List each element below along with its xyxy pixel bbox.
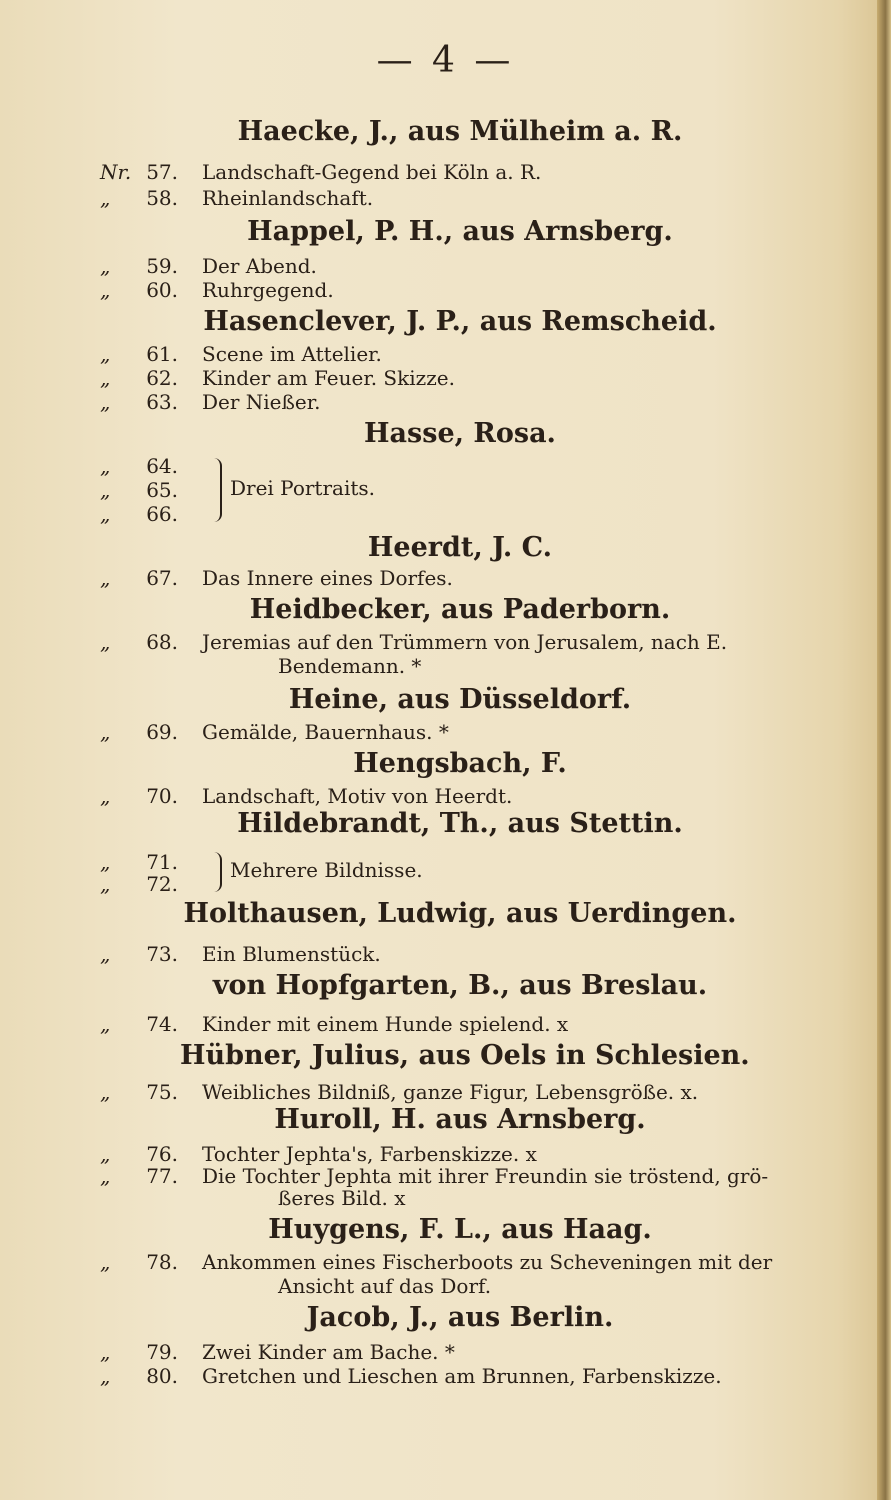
entry-mark: „ bbox=[100, 366, 111, 390]
entry-number: 61. bbox=[146, 342, 178, 366]
entry-number: 76. bbox=[146, 1142, 178, 1166]
artist-heading: Heidbecker, aus Paderborn. bbox=[249, 594, 671, 625]
catalog-entry bbox=[100, 630, 820, 654]
entry-mark: „ bbox=[100, 784, 111, 808]
entry-title: Die Tochter Jephta mit ihrer Freundin sie tröstend, grö- bbox=[202, 1164, 769, 1188]
group-brace bbox=[212, 852, 222, 892]
entry-title: Das Innere eines Dorfes. bbox=[202, 566, 453, 590]
catalog-entry bbox=[100, 278, 820, 302]
entry-mark: „ bbox=[100, 342, 111, 366]
entry-mark: „ bbox=[100, 186, 111, 210]
entry-number: 78. bbox=[146, 1250, 178, 1274]
artist-heading: Jacob, J., aus Berlin. bbox=[306, 1302, 614, 1333]
artist-heading: Huroll, H. aus Arnsberg. bbox=[274, 1104, 646, 1135]
catalog-entry bbox=[100, 1340, 820, 1364]
catalog-entry bbox=[100, 160, 820, 184]
entry-title: Jeremias auf den Trümmern von Jerusalem, nach E. bbox=[202, 630, 728, 654]
artist-heading: von Hopfgarten, B., aus Breslau. bbox=[212, 970, 708, 1001]
artist-heading: Holthausen, Ludwig, aus Uerdingen. bbox=[183, 898, 737, 929]
entry-mark: „ bbox=[100, 390, 111, 414]
entry-title: Gemälde, Bauernhaus. * bbox=[202, 720, 449, 744]
entry-title: Kinder am Feuer. Skizze. bbox=[202, 366, 455, 390]
catalog-entry bbox=[100, 1142, 820, 1166]
catalog-entry bbox=[100, 342, 820, 366]
artist-heading: Hildebrandt, Th., aus Stettin. bbox=[237, 808, 683, 839]
entry-continuation: Ansicht auf das Dorf. bbox=[278, 1274, 492, 1298]
entry-title: Ankommen eines Fischerboots zu Scheveningen mit der bbox=[202, 1250, 773, 1274]
entry-mark: „ bbox=[100, 942, 111, 966]
entry-title: Scene im Attelier. bbox=[202, 342, 382, 366]
entry-number: 72. bbox=[146, 872, 178, 896]
entry-title: Ein Blumenstück. bbox=[202, 942, 381, 966]
group-brace bbox=[212, 458, 222, 522]
artist-heading: Hengsbach, F. bbox=[353, 748, 567, 779]
entry-continuation: ßeres Bild. x bbox=[278, 1186, 406, 1210]
page-edge bbox=[877, 0, 891, 1500]
entry-title: Landschaft, Motiv von Heerdt. bbox=[202, 784, 513, 808]
entry-mark: „ bbox=[100, 278, 111, 302]
catalog-entry bbox=[100, 254, 820, 278]
artist-heading: Heine, aus Düsseldorf. bbox=[288, 684, 632, 715]
entry-number: 64. bbox=[146, 454, 178, 478]
entry-title: Rheinlandschaft. bbox=[202, 186, 374, 210]
artist-heading: Heerdt, J. C. bbox=[367, 532, 553, 563]
entry-number: 69. bbox=[146, 720, 178, 744]
entry-number: 71. bbox=[146, 850, 178, 874]
artist-heading: Hübner, Julius, aus Oels in Schlesien. bbox=[180, 1040, 750, 1071]
entry-number: 75. bbox=[146, 1080, 178, 1104]
entry-mark: „ bbox=[100, 502, 111, 526]
entry-number: 73. bbox=[146, 942, 178, 966]
entry-mark: „ bbox=[100, 872, 111, 896]
entry-mark: „ bbox=[100, 1080, 111, 1104]
catalog-entry bbox=[100, 566, 820, 590]
entry-mark: „ bbox=[100, 566, 111, 590]
entry-mark: „ bbox=[100, 1164, 111, 1188]
entry-title: Der Nießer. bbox=[202, 390, 321, 414]
entry-title: Kinder mit einem Hunde spielend. x bbox=[202, 1012, 569, 1036]
entry-title: Zwei Kinder am Bache. * bbox=[202, 1340, 455, 1364]
catalog-entry bbox=[100, 1164, 820, 1188]
entry-mark: „ bbox=[100, 720, 111, 744]
catalog-entry bbox=[100, 784, 820, 808]
entry-mark: „ bbox=[100, 630, 111, 654]
entry-mark: „ bbox=[100, 454, 111, 478]
entry-mark: „ bbox=[100, 478, 111, 502]
catalog-entry bbox=[100, 478, 820, 502]
entry-number: 60. bbox=[146, 278, 178, 302]
entry-mark: Nr. bbox=[100, 160, 132, 184]
entry-title: Gretchen und Lieschen am Brunnen, Farbenskizze. bbox=[202, 1364, 722, 1388]
catalog-entry bbox=[100, 366, 820, 390]
artist-heading: Hasenclever, J. P., aus Remscheid. bbox=[203, 306, 717, 337]
entry-continuation: Bendemann. * bbox=[278, 654, 422, 678]
catalog-entry bbox=[100, 454, 820, 478]
group-title: Mehrere Bildnisse. bbox=[230, 858, 423, 882]
catalog-entry bbox=[100, 186, 820, 210]
entry-number: 80. bbox=[146, 1364, 178, 1388]
artist-heading: Huygens, F. L., aus Haag. bbox=[268, 1214, 652, 1245]
entry-title: Ruhrgegend. bbox=[202, 278, 334, 302]
entry-number: 77. bbox=[146, 1164, 178, 1188]
entry-number: 67. bbox=[146, 566, 178, 590]
entry-title: Der Abend. bbox=[202, 254, 317, 278]
catalog-entry bbox=[100, 502, 820, 526]
entry-number: 65. bbox=[146, 478, 178, 502]
entry-mark: „ bbox=[100, 850, 111, 874]
entry-mark: „ bbox=[100, 1142, 111, 1166]
catalog-entry bbox=[100, 850, 820, 874]
entry-number: 68. bbox=[146, 630, 178, 654]
entry-number: 79. bbox=[146, 1340, 178, 1364]
catalog-entry bbox=[100, 942, 820, 966]
entry-number: 66. bbox=[146, 502, 178, 526]
artist-heading: Hasse, Rosa. bbox=[364, 418, 556, 449]
page-number: — 4 — bbox=[376, 40, 515, 81]
catalog-entry bbox=[100, 720, 820, 744]
catalog-entry bbox=[100, 390, 820, 414]
entry-number: 70. bbox=[146, 784, 178, 808]
entry-title: Weibliches Bildniß, ganze Figur, Lebensgröße. x. bbox=[202, 1080, 699, 1104]
catalog-entry bbox=[100, 1012, 820, 1036]
entry-mark: „ bbox=[100, 1364, 111, 1388]
entry-title: Landschaft-Gegend bei Köln a. R. bbox=[202, 160, 542, 184]
entry-number: 62. bbox=[146, 366, 178, 390]
entry-number: 63. bbox=[146, 390, 178, 414]
artist-heading: Haecke, J., aus Mülheim a. R. bbox=[237, 116, 683, 147]
entry-mark: „ bbox=[100, 1340, 111, 1364]
catalog-entry bbox=[100, 1080, 820, 1104]
catalog-entry bbox=[100, 872, 820, 896]
entry-mark: „ bbox=[100, 1012, 111, 1036]
group-title: Drei Portraits. bbox=[230, 476, 376, 500]
entry-number: 58. bbox=[146, 186, 178, 210]
entry-mark: „ bbox=[100, 1250, 111, 1274]
entry-number: 59. bbox=[146, 254, 178, 278]
entry-number: 74. bbox=[146, 1012, 178, 1036]
catalog-entry bbox=[100, 1364, 820, 1388]
entry-number: 57. bbox=[146, 160, 178, 184]
entry-title: Tochter Jephta's, Farbenskizze. x bbox=[202, 1142, 537, 1166]
artist-heading: Happel, P. H., aus Arnsberg. bbox=[247, 216, 673, 247]
catalog-entry bbox=[100, 1250, 820, 1274]
entry-mark: „ bbox=[100, 254, 111, 278]
